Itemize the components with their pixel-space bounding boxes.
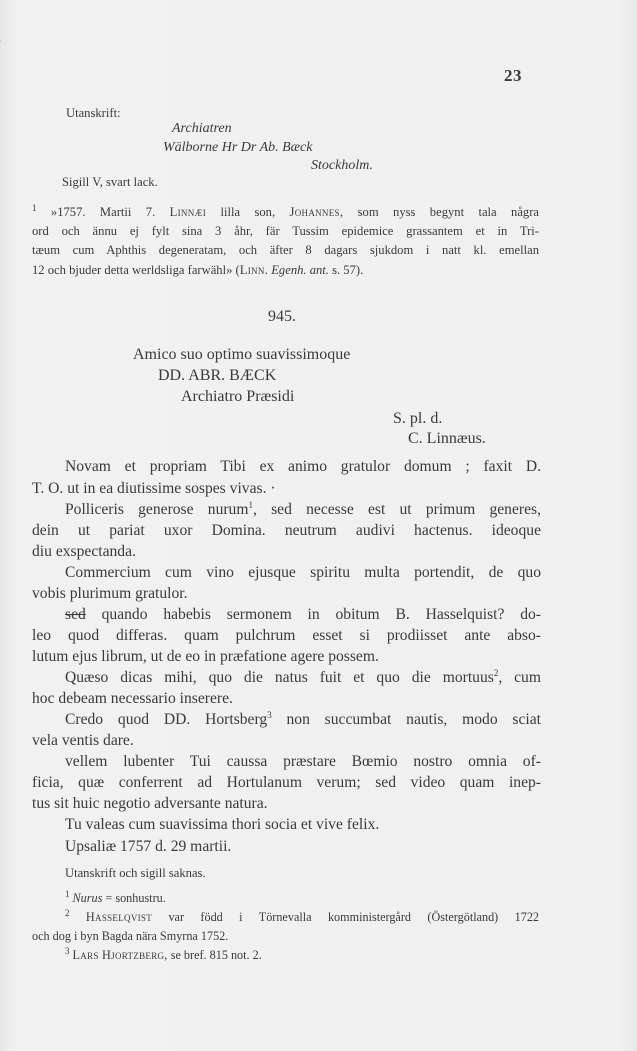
- footnote-name: Lars Hjortzberg,: [72, 948, 168, 962]
- body-line: diu exspectanda.: [32, 543, 136, 560]
- salutation-line-1: Amico suo optimo suavissimoque: [133, 346, 351, 363]
- footnote-2-line-2: och dog i byn Bagda nära Smyrna 1752.: [32, 929, 229, 943]
- body-dateline: Upsaliæ 1757 d. 29 martii.: [65, 838, 232, 855]
- body-line: vellem lubenter Tui caussa præstare Bœmio nostro omnia of-: [65, 753, 541, 770]
- footnote-marker: 2: [65, 907, 70, 918]
- address-line-1: Archiatren: [172, 121, 232, 136]
- footnote-text: se bref. 815 not. 2.: [170, 948, 262, 962]
- body-line: Tu valeas cum suavissima thori socia et vive felix.: [65, 816, 380, 833]
- footnote-name: Johannes,: [289, 205, 344, 219]
- footnote-name: Linnæi: [169, 205, 207, 219]
- footnote-text: som nyss begynt tala några: [357, 205, 539, 219]
- body-line: dein ut pariat uxor Domina. neutrum audivi hactenus. ideoque: [32, 522, 541, 539]
- footnote-2: [65, 907, 539, 927]
- missing-address-note: Utanskrift och sigill saknas.: [65, 866, 206, 880]
- body-line: leo quod differas. quam pulchrum esset si prodiisset ante abso-: [32, 627, 541, 644]
- footnote-name: Hasselqvist: [85, 910, 153, 924]
- body-text: Quæso dicas mihi, quo die natus fuit et quo die mortuus: [65, 669, 494, 686]
- body-line: lutum ejus librum, ut de eo in præfatione agere possem.: [32, 648, 379, 665]
- footnote-text: s. 57).: [332, 263, 364, 277]
- footnote-top-line-1: [32, 202, 539, 223]
- body-text: Credo quod DD. Hortsberg: [65, 711, 268, 728]
- body-line: [65, 606, 541, 624]
- body-line: [65, 711, 541, 729]
- letter-number: 945.: [268, 308, 296, 325]
- seal-note: Sigill V, svart lack.: [62, 175, 158, 189]
- body-line: ficia, quæ conferrent ad Hortulanum verum; sed video quam inep-: [32, 774, 541, 791]
- footnote-top-line-3: tæum cum Aphthis degeneratam, och äfter 8 dagars sjukdom i natt kl. emellan: [32, 243, 539, 257]
- salutation-line-2: DD. ABR. BÆCK: [158, 367, 277, 384]
- body-text: , cum: [498, 669, 541, 686]
- page-number: 23: [504, 66, 522, 85]
- footnote-text: »1757. Martii 7.: [50, 205, 156, 219]
- body-text: Polliceris generose nurum: [65, 501, 249, 518]
- body-text: , sed necesse est ut primum generes,: [252, 501, 541, 518]
- footnote-text: lilla son,: [220, 205, 276, 219]
- body-line: [65, 669, 541, 687]
- body-line: Novam et propriam Tibi ex animo gratulor domum ; faxit D.: [65, 458, 541, 475]
- footnote-text: = sonhustru.: [105, 891, 166, 905]
- salutation-signature: C. Linnæus.: [408, 430, 486, 447]
- body-line: Commercium cum vino ejusque spiritu multa portendit, de quo: [65, 564, 541, 581]
- footnote-source: Linn.: [239, 263, 269, 277]
- page-edge-mark: [0, 40, 21, 70]
- struck-word: sed: [65, 606, 86, 623]
- footnote-ref: 1: [248, 499, 253, 510]
- footnote-ref: 2: [493, 667, 499, 678]
- footnote-ref: 3: [267, 709, 272, 720]
- footnote-top-line-4: [32, 260, 363, 281]
- footnote-text: 12 och bjuder detta werldsliga farwähl» (: [32, 263, 240, 277]
- body-line: tus sit huic negotio adversante natura.: [32, 795, 268, 812]
- salutation-line-4: S. pl. d.: [393, 410, 443, 427]
- footnote-marker: 1: [32, 202, 37, 213]
- body-line: hoc debeam necessario inserere.: [32, 690, 233, 707]
- body-line: vela ventis dare.: [32, 732, 134, 749]
- address-line-2: Wälborne Hr Dr Ab. Bæck: [163, 140, 313, 155]
- body-line: vobis plurimum gratulor.: [32, 585, 188, 602]
- footnote-source-title: Egenh. ant.: [271, 263, 329, 277]
- salutation-line-3: Archiatro Præsidi: [181, 388, 295, 405]
- body-text: quando habebis sermonem in obitum B. Hasselquist? do-: [85, 606, 541, 623]
- footnote-1: [65, 888, 166, 908]
- footnote-top-line-2: ord och ännu ej fylt sina 3 åhr, fär Tussim epidemice grassantem et in Tri-: [32, 224, 539, 238]
- address-line-3: Stockholm.: [311, 158, 373, 173]
- body-line: [65, 501, 541, 519]
- footnote-term: Nurus: [72, 891, 103, 905]
- footnote-marker: 3: [65, 945, 70, 956]
- footnote-marker: 1: [65, 888, 70, 899]
- footnote-text: var född i Törnevalla komministergård (Östergötland) 1722: [168, 910, 540, 924]
- footnote-3: [65, 945, 262, 965]
- address-heading: Utanskrift:: [66, 106, 121, 120]
- body-line: T. O. ut in ea diutissime sospes vivas. ·: [32, 480, 276, 497]
- body-text: non succumbat nautis, modo sciat: [271, 711, 541, 728]
